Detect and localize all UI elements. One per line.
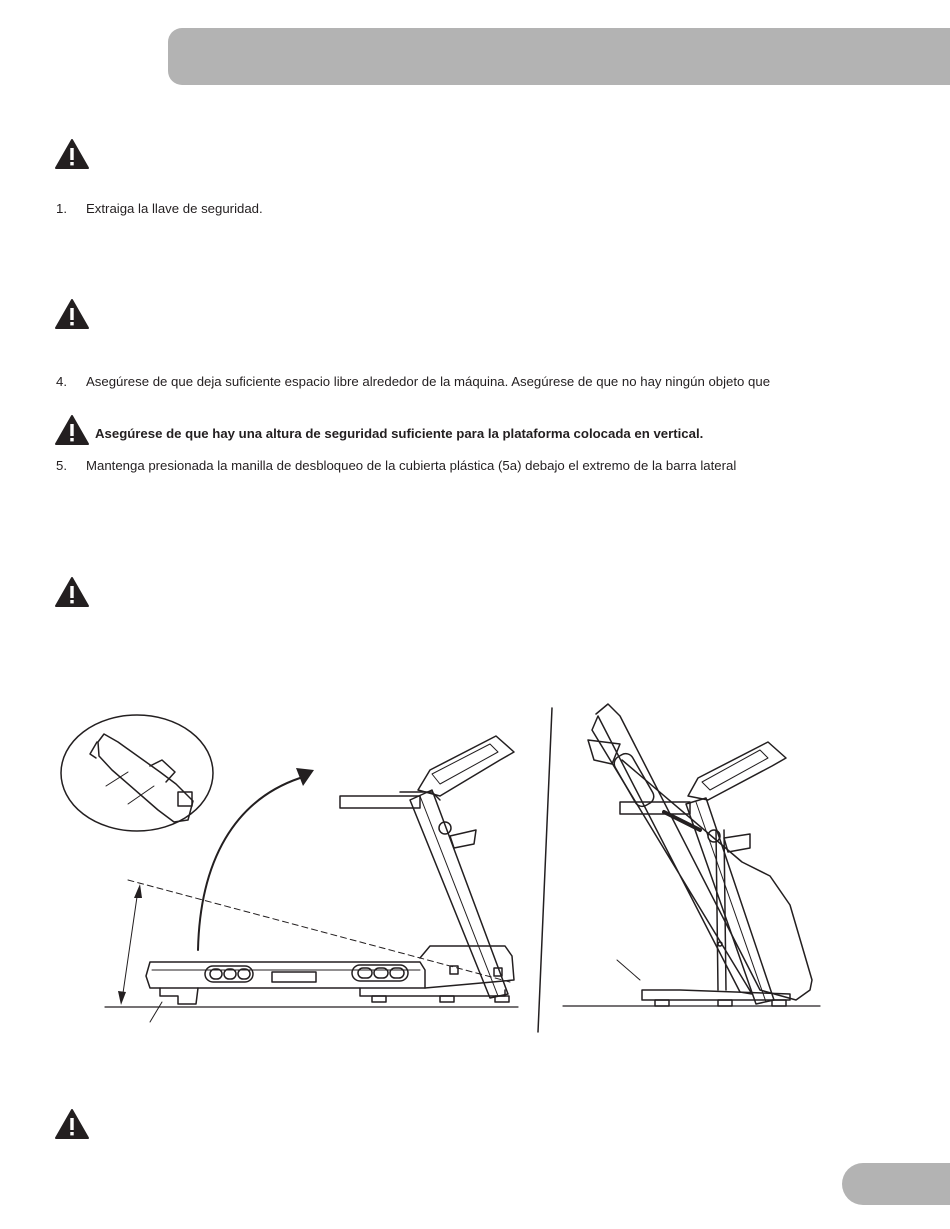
- page-number-tab: [842, 1163, 950, 1205]
- warning-icon: [54, 138, 90, 170]
- step-4: [56, 374, 770, 390]
- warning-icon: [54, 576, 90, 608]
- step-5-text: Mantenga presionada la manilla de desbloqueo de la cubierta plástica (5a) debajo el extremo de la barra lateral: [86, 458, 737, 473]
- warning-icon: [54, 1108, 90, 1140]
- step-4-number: 4.: [56, 374, 67, 389]
- step-1-number: 1.: [56, 201, 67, 216]
- treadmill-folding-illustration: [0, 700, 950, 1045]
- step-1: [56, 201, 263, 217]
- fold-direction-arrow: [198, 778, 300, 950]
- step-5: [56, 458, 736, 474]
- step-1-text: Extraiga la llave de seguridad.: [86, 201, 263, 216]
- warning-height-text: Asegúrese de que hay una altura de seguridad suficiente para la plataforma colocada en vertical.: [95, 426, 704, 441]
- warning-icon: [54, 298, 90, 330]
- detail-magnifier-circle: [61, 715, 213, 831]
- header-bar: [168, 28, 950, 85]
- warning-icon: [54, 414, 90, 446]
- step-4-text: Asegúrese de que deja suficiente espacio libre alrededor de la máquina. Asegúrese de que no hay ningún objeto que: [86, 374, 771, 389]
- step-5-number: 5.: [56, 458, 67, 473]
